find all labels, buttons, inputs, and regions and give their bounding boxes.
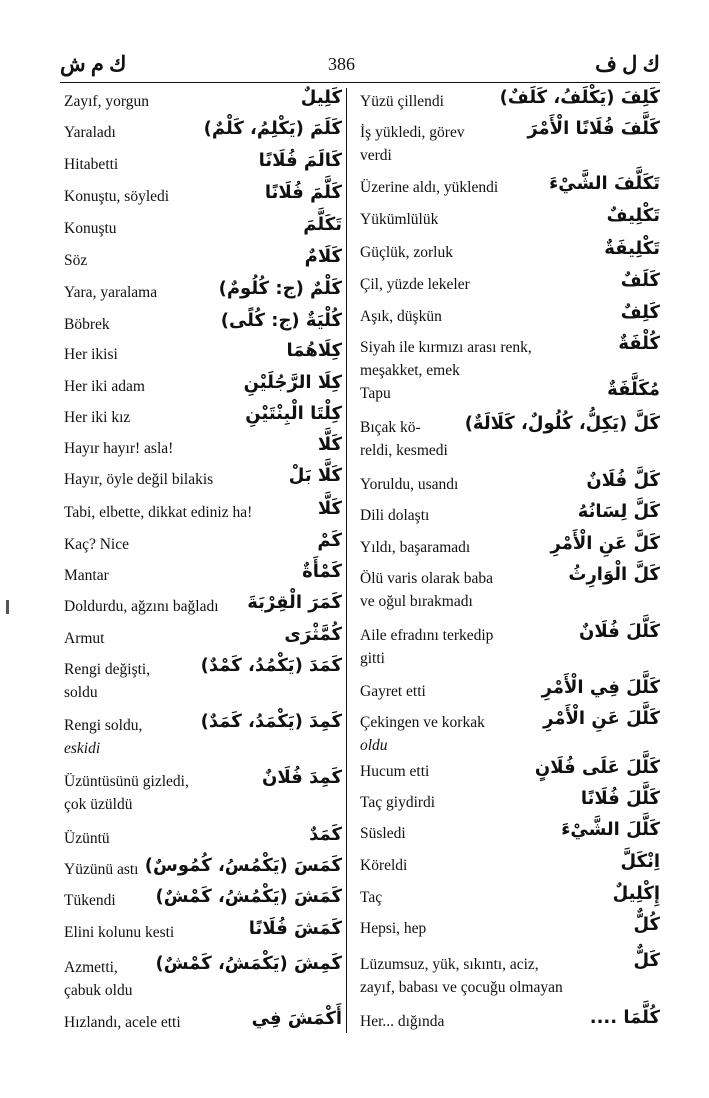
- turkish-meaning: Yıldı, başaramadı: [360, 539, 471, 556]
- turkish-meaning: Böbrek: [64, 316, 110, 333]
- page-number: 386: [328, 54, 355, 74]
- arabic-headword: كَمْ: [317, 530, 342, 551]
- arabic-headword: كِلَاهُمَا: [286, 340, 342, 361]
- turkish-meaning: Kaç? Nice: [64, 536, 129, 553]
- turkish-meaning: Tabi, elbette, dikkat ediniz ha!: [64, 504, 253, 521]
- arabic-headword: كَمَدٌ: [309, 824, 342, 845]
- turkish-meaning-continued: soldu: [64, 684, 98, 701]
- turkish-meaning: Köreldi: [360, 857, 408, 874]
- arabic-headword: مُكَلَّفَةٌ: [607, 379, 660, 400]
- arabic-headword: كَالَمَ فُلَانًا: [258, 150, 342, 171]
- turkish-meaning: İş yükledi, görev: [360, 124, 465, 141]
- arabic-headword: كِلَا الرَّجُلَيْنِ: [243, 372, 342, 393]
- arabic-headword: كَمْأَةٌ: [302, 561, 342, 582]
- turkish-meaning: Tükendi: [64, 892, 116, 909]
- arabic-headword: كَمِشَ (يَكْمَشُ، كَمْشٌ): [155, 953, 342, 974]
- arabic-headword: كَلَّلَ فُلَانًا: [580, 788, 660, 809]
- turkish-meaning: Hızlandı, acele etti: [64, 1014, 181, 1031]
- turkish-meaning: Güçlük, zorluk: [360, 244, 453, 261]
- turkish-meaning: Taç giydirdi: [360, 794, 436, 811]
- header-right-letters: ك ل ف: [595, 52, 660, 76]
- arabic-headword: كَلَّلَ عَلَى فُلَانٍ: [534, 757, 660, 778]
- turkish-meaning: Aşık, düşkün: [360, 308, 442, 325]
- arabic-headword: كُلْفَةٌ: [618, 333, 660, 354]
- arabic-headword: كَمَسَ (يَكْمُسُ، كُمُوسٌ): [144, 855, 342, 876]
- arabic-headword: كُلْيَةٌ (ج: كُلًى): [220, 310, 342, 331]
- turkish-meaning-continued: meşakket, emek: [360, 362, 460, 379]
- arabic-headword: كُلَّمَا ....: [589, 1007, 660, 1028]
- arabic-headword: أَكْمَشَ فِي: [251, 1008, 342, 1029]
- arabic-headword: كَلَفٌ: [620, 270, 660, 291]
- arabic-headword: كَلَمَ (يَكْلِمُ، كَلْمٌ): [203, 118, 342, 139]
- arabic-headword: كَلَّلَ فُلَانٌ: [579, 621, 660, 642]
- arabic-headword: اِنْكَلَّ: [620, 851, 660, 872]
- turkish-meaning: Rengi değişti,: [64, 661, 151, 678]
- turkish-meaning: Çekingen ve korkak: [360, 714, 485, 731]
- arabic-headword: تَكَلَّمَ: [303, 214, 342, 235]
- turkish-meaning: Siyah ile kırmızı arası renk,: [360, 339, 532, 356]
- turkish-meaning: Yüzünü astı: [64, 861, 139, 878]
- turkish-meaning: Armut: [64, 630, 105, 647]
- turkish-meaning: Üzüntü: [64, 830, 110, 847]
- arabic-headword: كَلَّا بَلْ: [288, 465, 342, 486]
- turkish-meaning: Doldurdu, ağzını bağladı: [64, 598, 219, 615]
- turkish-meaning-continued: çok üzüldü: [64, 796, 133, 813]
- margin-mark: [6, 600, 9, 614]
- arabic-headword: كَلَّا: [317, 498, 342, 519]
- turkish-meaning: Azmetti,: [64, 959, 118, 976]
- turkish-meaning-continued: zayıf, babası ve çocuğu olmayan: [360, 979, 563, 996]
- column-divider: [346, 88, 347, 1033]
- turkish-meaning: Her iki kız: [64, 409, 131, 426]
- arabic-headword: كَلٌّ: [633, 950, 660, 971]
- arabic-headword: تَكَلَّفَ الشَّيْءَ: [549, 173, 660, 194]
- turkish-meaning-continued: gitti: [360, 650, 385, 667]
- turkish-meaning: Mantar: [64, 567, 109, 584]
- turkish-meaning: Her iki adam: [64, 378, 145, 395]
- turkish-meaning: Her ikisi: [64, 346, 118, 363]
- turkish-meaning: Hucum etti: [360, 763, 430, 780]
- arabic-headword: كَمَرَ الْقِرْبَةَ: [247, 592, 342, 613]
- arabic-headword: تَكْلِيفَةٌ: [604, 238, 660, 259]
- arabic-headword: كَلِيلٌ: [300, 87, 342, 108]
- turkish-meaning: Yükümlülük: [360, 211, 439, 228]
- turkish-meaning: Tapu: [360, 385, 391, 402]
- arabic-headword: كَمِدَ (يَكْمَدُ، كَمَدٌ): [200, 711, 342, 732]
- arabic-headword: كَلَّ الْوَارِثُ: [568, 564, 660, 585]
- arabic-headword: كُلٌّ: [633, 914, 660, 935]
- turkish-meaning: Hitabetti: [64, 156, 119, 173]
- turkish-meaning: Elini kolunu kesti: [64, 924, 175, 941]
- turkish-meaning: Yüzü çillendi: [360, 93, 444, 110]
- arabic-headword: كُمَّثْرَى: [284, 624, 342, 645]
- turkish-meaning-continued: çabuk oldu: [64, 982, 133, 999]
- arabic-headword: كَلَّ لِسَانُهُ: [577, 501, 660, 522]
- header-left-letters: ك م ش: [60, 52, 127, 76]
- turkish-meaning: Lüzumsuz, yük, sıkıntı, aciz,: [360, 956, 539, 973]
- turkish-meaning: Yoruldu, usandı: [360, 476, 459, 493]
- arabic-headword: كَلِفٌ: [620, 302, 660, 323]
- turkish-meaning: Rengi soldu,: [64, 717, 143, 734]
- turkish-meaning: Hayır, öyle değil bilakis: [64, 471, 214, 488]
- arabic-headword: كَلَّلَ عَنِ الْأَمْرِ: [543, 708, 660, 729]
- turkish-meaning-continued: eskidi: [64, 740, 101, 757]
- arabic-headword: كَلَّ عَنِ الْأَمْرِ: [550, 533, 660, 554]
- arabic-headword: كَمَشَ (يَكْمُشُ، كَمْشٌ): [155, 886, 342, 907]
- turkish-meaning: Ölü varis olarak baba: [360, 570, 493, 587]
- arabic-headword: كَلَّ فُلَانٌ: [586, 470, 660, 491]
- turkish-meaning: Üzerine aldı, yüklendi: [360, 179, 499, 196]
- turkish-meaning: Her... dığında: [360, 1013, 445, 1030]
- turkish-meaning: Konuştu: [64, 220, 117, 237]
- turkish-meaning: Söz: [64, 252, 88, 269]
- header-rule: [60, 82, 660, 83]
- turkish-meaning: Yaraladı: [64, 124, 116, 141]
- turkish-meaning: Üzüntüsünü gizledi,: [64, 773, 189, 790]
- arabic-headword: كَمِدَ فُلَانٌ: [261, 767, 342, 788]
- arabic-headword: كَمَدَ (يَكْمُدُ، كَمْدٌ): [200, 655, 342, 676]
- arabic-headword: كَلَامٌ: [304, 246, 342, 267]
- turkish-meaning: Yara, yaralama: [64, 284, 158, 301]
- turkish-meaning: Hayır hayır! asla!: [64, 440, 174, 457]
- turkish-meaning: Bıçak kö-: [360, 419, 421, 436]
- turkish-meaning: Hepsi, hep: [360, 920, 427, 937]
- arabic-headword: كَلَّلَ الشَّيْءَ: [561, 819, 660, 840]
- arabic-headword: كَلَّمَ فُلَانًا: [264, 182, 342, 203]
- turkish-meaning: Konuştu, söyledi: [64, 188, 170, 205]
- page-header: [60, 52, 660, 82]
- turkish-meaning: Süsledi: [360, 825, 406, 842]
- turkish-meaning: Dili dolaştı: [360, 507, 430, 524]
- arabic-headword: كَمَشَ فُلَانًا: [248, 918, 342, 939]
- arabic-headword: كَلْمٌ (ج: كُلُومٌ): [218, 278, 342, 299]
- turkish-meaning: Taç: [360, 889, 383, 906]
- arabic-headword: كَلَّا: [317, 434, 342, 455]
- arabic-headword: إِكْلِيلٌ: [612, 883, 660, 904]
- arabic-headword: كَلِفَ (يَكْلَفُ، كَلَفٌ): [499, 87, 660, 108]
- turkish-meaning-continued: reldi, kesmedi: [360, 442, 448, 459]
- turkish-meaning: Çil, yüzde lekeler: [360, 276, 470, 293]
- turkish-meaning: Aile efradını terkedip: [360, 627, 494, 644]
- arabic-headword: كَلَّفَ فُلَانًا الْأَمْرَ: [527, 118, 660, 139]
- arabic-headword: كَلَّلَ فِي الْأَمْرِ: [541, 677, 660, 698]
- turkish-meaning: Gayret etti: [360, 683, 426, 700]
- arabic-headword: تَكْلِيفٌ: [606, 205, 660, 226]
- arabic-headword: كَلَّ (يَكِلُّ، كُلُولٌ، كَلَالَةٌ): [464, 413, 660, 434]
- turkish-meaning-continued: ve oğul bırakmadı: [360, 593, 473, 610]
- arabic-headword: كِلْتَا الْبِنْتَيْنِ: [245, 403, 342, 424]
- turkish-meaning: Zayıf, yorgun: [64, 93, 149, 110]
- turkish-meaning-continued: verdi: [360, 147, 392, 164]
- turkish-meaning-continued: oldu: [360, 737, 388, 754]
